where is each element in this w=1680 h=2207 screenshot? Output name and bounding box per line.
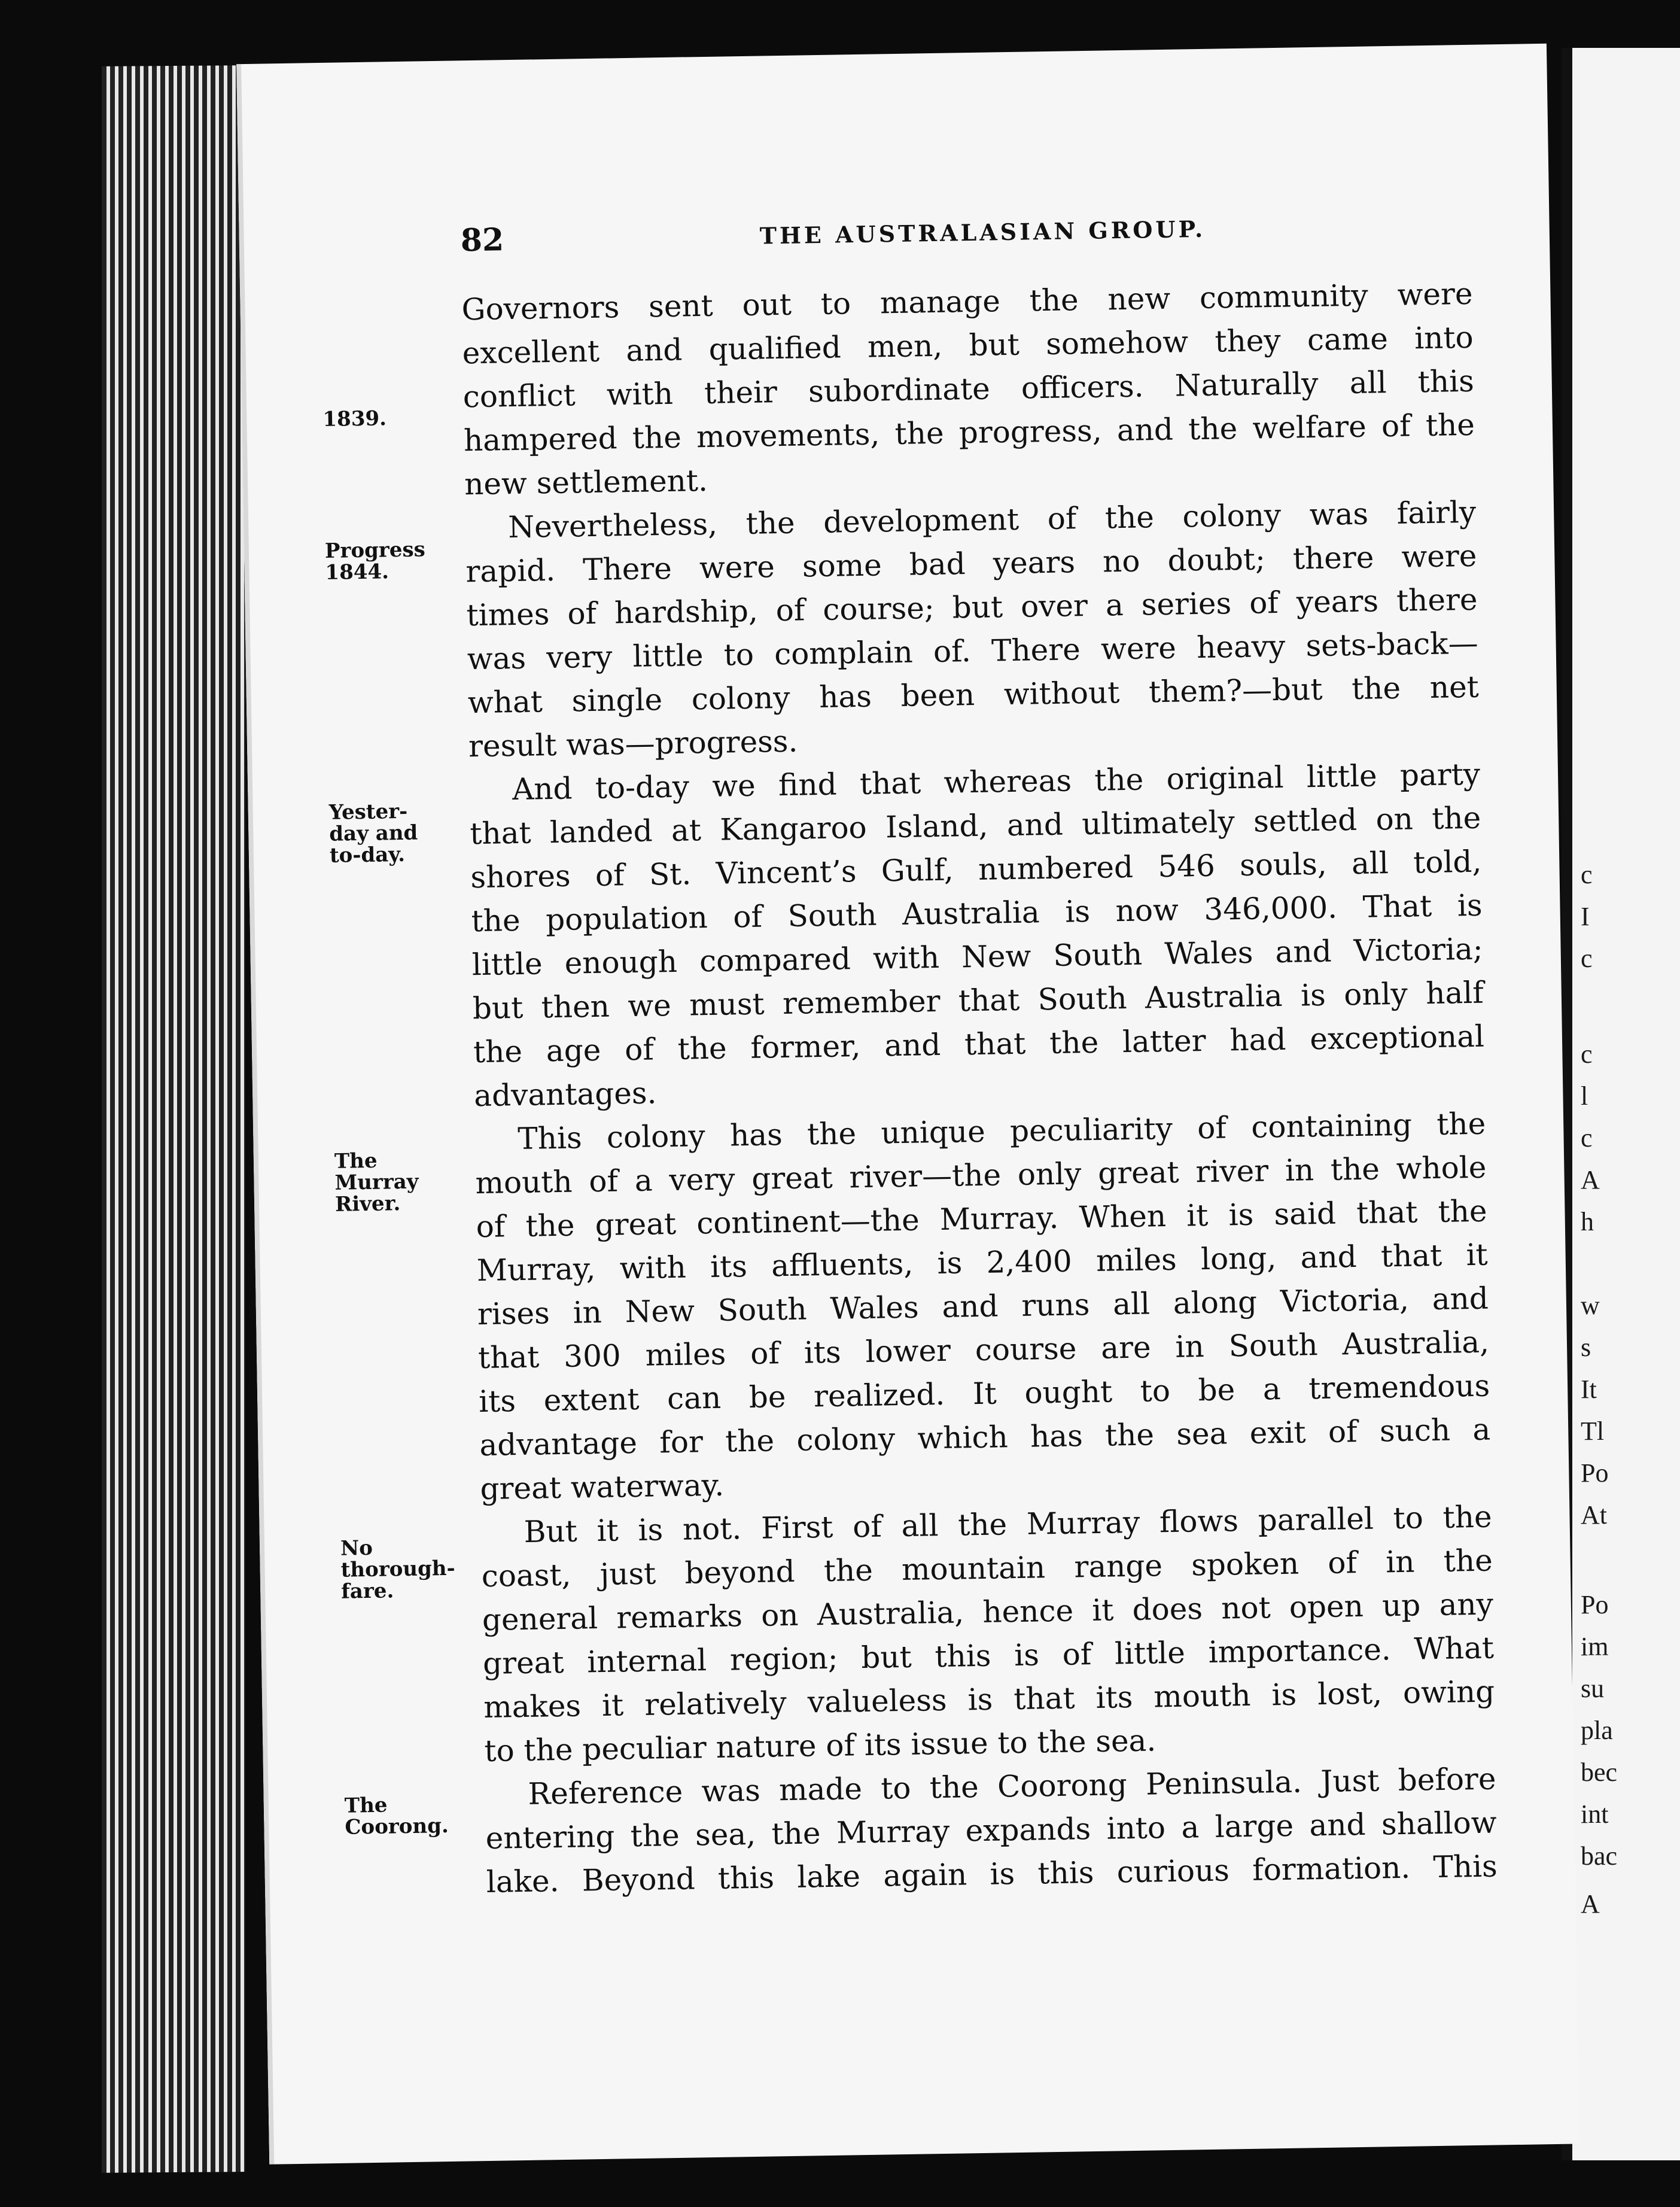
sidenote-line: Coorong. [345, 1813, 449, 1840]
sidenote-murray [334, 1148, 467, 1215]
text-line: times of hardship, of course; but over a series of years there [466, 582, 1478, 633]
text-line: result was—progress. [468, 723, 798, 764]
sidenote-1839 [322, 407, 455, 430]
text-line: that 300 miles of its lower course are in South Australia, [477, 1324, 1490, 1376]
facing-fragment: Po [1581, 1590, 1609, 1619]
facing-fragment: bec [1581, 1758, 1618, 1787]
paragraph [461, 272, 1476, 507]
text-line: great waterway. [480, 1467, 725, 1507]
page-header [239, 205, 1550, 279]
text-line: But it is not. First of all the Murray flows parallel to the [524, 1499, 1492, 1549]
facing-fragment: l [1581, 1081, 1588, 1111]
text-line: excellent and qualified men, but somehow they came into [462, 320, 1474, 371]
text-line: that landed at Kangaroo Island, and ultimately settled on the [469, 800, 1481, 852]
facing-fragment: At [1581, 1500, 1607, 1530]
sidenote-line: The [334, 1148, 378, 1174]
text-line: rises in New South Wales and runs all along Victoria, and [477, 1281, 1489, 1332]
paragraph [465, 491, 1480, 768]
sidenote-line: Yester- [328, 799, 408, 825]
page-edges [102, 65, 245, 2173]
sidenote-line: 1839. [322, 406, 387, 432]
sidenote-line: River. [334, 1191, 401, 1217]
text-line: new settlement. [464, 463, 708, 502]
sidenote-line: to-day. [329, 842, 406, 868]
paragraph [485, 1757, 1498, 1904]
text-line: to the peculiar nature of its issue to the sea. [484, 1723, 1156, 1769]
page-number: 82 [460, 221, 504, 259]
text-line: advantages. [473, 1075, 657, 1114]
facing-fragment: Po [1581, 1458, 1609, 1488]
facing-fragment: A [1581, 1165, 1600, 1194]
facing-fragment: c [1581, 1039, 1593, 1069]
facing-fragment: pla [1581, 1716, 1613, 1745]
text-line: This colony has the unique peculiarity of containing the [517, 1106, 1486, 1157]
text-line: its extent can be realized. It ought to be a tremendous [478, 1368, 1490, 1419]
text-line: And to-day we find that whereas the original little party [512, 756, 1481, 807]
text-line: coast, just beyond the mountain range spoken of in the [481, 1543, 1493, 1594]
facing-page-edge [1562, 48, 1680, 2160]
text-line: of the great continent—the Murray. When it is said that the [476, 1193, 1487, 1245]
text-line: the population of South Australia is now 346,000. That is [471, 887, 1483, 939]
facing-fragment: Tl [1581, 1416, 1605, 1446]
text-line: entering the sea, the Murray expands into a large and shallow [485, 1805, 1498, 1856]
facing-fragment: I [1581, 902, 1590, 931]
text-line: rapid. There were some bad years no doubt; there were [465, 538, 1477, 589]
text-line: mouth of a very great river—the only great river in the whole [475, 1150, 1487, 1201]
sidenote-yesterday [329, 799, 462, 866]
sidenote-line: fare. [340, 1579, 394, 1604]
facing-fragment: bac [1581, 1841, 1618, 1871]
sidenote-coorong [345, 1793, 477, 1838]
facing-fragment: int [1581, 1799, 1609, 1829]
sidenote-thoroughfare [340, 1536, 473, 1602]
text-line: makes it relatively valueless is that its mouth is lost, owing [483, 1674, 1495, 1725]
facing-fragment: s [1581, 1333, 1591, 1362]
text-line: Reference was made to the Coorong Peninsula. Just before [528, 1761, 1496, 1811]
sidenote-line: The [344, 1793, 388, 1818]
sidenote-line: thorough- [340, 1556, 456, 1582]
facing-fragment: c [1581, 944, 1593, 973]
sidenote-line: Murray [334, 1169, 419, 1195]
text-line: advantage for the colony which has the sea exit of such a [479, 1412, 1491, 1463]
facing-fragment: It [1581, 1375, 1597, 1404]
facing-fragment: c [1581, 1123, 1593, 1153]
sidenote-line: No [340, 1536, 373, 1561]
book-page [236, 44, 1579, 2165]
text-line: but then we must remember that South Australia is only half [472, 975, 1484, 1026]
running-title: THE AUSTRALASIAN GROUP. [759, 215, 1206, 250]
text-line: what single colony has been without them?—but the net [467, 669, 1480, 721]
facing-fragment: c [1581, 860, 1593, 889]
text-line: Nevertheless, the development of the colony was fairly [507, 494, 1477, 545]
facing-fragment: A [1581, 1889, 1600, 1919]
text-line: shores of St. Vincent’s Gulf, numbered 546 souls, all told, [470, 844, 1482, 895]
text-line: Murray, with its affluents, is 2,400 miles long, and that it [476, 1237, 1489, 1288]
text-line: hampered the movements, the progress, and the welfare of the [463, 407, 1475, 458]
text-line: the age of the former, and that the latter had exceptional [473, 1019, 1485, 1070]
text-line: conflict with their subordinate officers. Naturally all this [462, 363, 1475, 415]
text-line: Governors sent out to manage the new community were [461, 276, 1473, 327]
text-line: little enough compared with New South Wales and Victoria; [471, 931, 1484, 983]
text-line: great internal region; but this is of little importance. What [482, 1630, 1495, 1682]
text-line: general remarks on Australia, hence it does not open up any [482, 1586, 1494, 1638]
body-text [461, 272, 1498, 1904]
paragraph [480, 1495, 1496, 1773]
sidenote-line: Progress [324, 537, 425, 563]
sidenote-progress [325, 539, 457, 583]
paragraph [474, 1102, 1492, 1511]
sidenote-line: day and [329, 820, 418, 846]
sidenote-line: 1844. [325, 560, 389, 585]
facing-fragment: h [1581, 1207, 1594, 1236]
text-line: was very little to complain of. There were heavy sets-back— [467, 625, 1479, 677]
facing-fragment: w [1581, 1291, 1600, 1320]
paragraph [469, 753, 1486, 1118]
facing-fragment: su [1581, 1674, 1605, 1703]
facing-fragment: im [1581, 1632, 1609, 1661]
text-line: lake. Beyond this lake again is this curious formation. This [486, 1849, 1498, 1900]
